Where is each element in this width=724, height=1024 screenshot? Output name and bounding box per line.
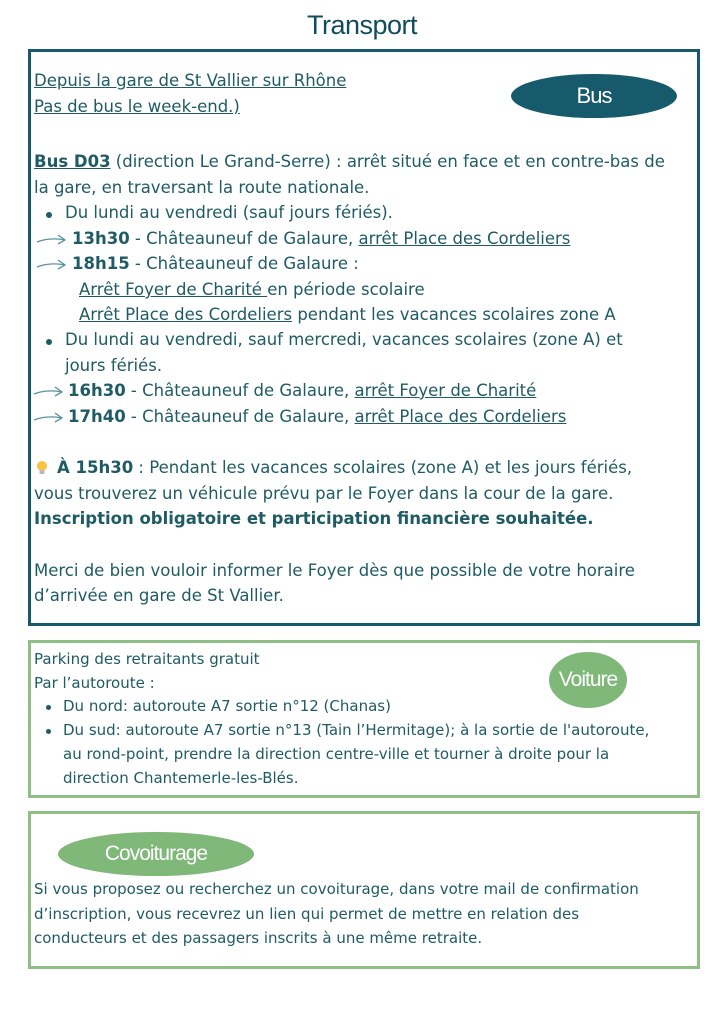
time-16h30: 16h30 [68,381,126,400]
special-text: : Pendant les vacances scolaires (zone A) et les jours fériés, [133,458,633,477]
bus-heading-line1: Depuis la gare de St Vallier sur Rhône [34,71,347,90]
covoiturage-line1: Si vous proposez ou recherchez un covoiturage, dans votre mail de confirmation [34,880,639,898]
bus-bullet2-line1: Du lundi au vendredi, sauf mercredi, vacances scolaires (zone A) et [65,330,623,349]
schedule-13h30 [72,229,570,248]
bus-heading-line2: Pas de bus le week-end.) [34,97,240,116]
schedule-text: - Châteauneuf de Galaure, [125,381,355,400]
schedule-18h15-sub1 [79,280,425,299]
schedule-18h15-sub2 [79,305,616,324]
stop-link-foyer[interactable]: Arrêt Foyer de Charité [79,280,268,299]
voiture-line1: Parking des retraitants gratuit [34,650,260,668]
stop-link-cordeliers[interactable]: Arrêt Place des Cordeliers [79,305,293,324]
bus-badge: Bus [511,74,677,118]
page-title: Transport [306,10,418,40]
bus-bullet2-line2: jours fériés. [65,356,163,375]
schedule-17h40 [68,407,566,426]
notice-line2: d’arrivée en gare de St Vallier. [34,586,284,605]
schedule-text: - Châteauneuf de Galaure : [129,254,359,273]
schedule-text: en période scolaire [267,280,425,299]
bullet-icon [46,339,52,345]
lightbulb-icon [36,460,48,476]
schedule-16h30 [68,381,536,400]
schedule-text: - Châteauneuf de Galaure, [129,229,359,248]
schedule-text: - Châteauneuf de Galaure, [125,407,355,426]
arrow-icon [36,259,66,271]
bullet-icon [46,212,52,218]
covoiturage-badge: Covoiturage [58,832,254,876]
voiture-bullet2-line1: Du sud: autoroute A7 sortie n°13 (Tain l’Hermitage); à la sortie de l'autoroute, [63,721,650,739]
bus-bullet1: Du lundi au vendredi (sauf jours fériés). [65,203,393,222]
bus-line-desc-text: (direction Le Grand-Serre) : arrêt situé en face et en contre-bas de [110,152,665,171]
stop-link-cordeliers[interactable]: arrêt Place des Cordeliers [354,407,567,426]
covoiturage-line2: d’inscription, vous recevrez un lien qui permet de mettre en relation des [34,905,580,923]
time-13h30: 13h30 [72,229,130,248]
stop-link-cordeliers[interactable]: arrêt Place des Cordeliers [358,229,571,248]
time-18h15: 18h15 [72,254,130,273]
stop-link-foyer[interactable]: arrêt Foyer de Charité [354,381,537,400]
schedule-18h15 [72,254,359,273]
arrow-icon [33,412,63,424]
special-note-line1 [57,458,632,477]
bus-line-desc2: la gare, en traversant la route nationale. [34,178,370,197]
bus-line-name: Bus D03 [34,152,111,171]
bullet-icon [46,705,51,710]
bus-line-desc [34,152,665,171]
voiture-line2: Par l’autoroute : [34,674,155,692]
covoiturage-line3: conducteurs et des passagers inscrits à une même retraite. [34,929,483,947]
time-15h30: À 15h30 [57,458,134,477]
bullet-icon [46,729,51,734]
arrow-icon [33,386,63,398]
time-17h40: 17h40 [68,407,126,426]
voiture-bullet1: Du nord: autoroute A7 sortie n°12 (Chanas) [63,697,391,715]
voiture-bullet2-line3: direction Chantemerle-les-Blés. [63,769,299,787]
voiture-bullet2-line2: au rond-point, prendre la direction centre-ville et tourner à droite pour la [63,745,610,763]
voiture-badge: Voiture [549,652,627,708]
schedule-text: pendant les vacances scolaires zone A [292,305,616,324]
notice-line1: Merci de bien vouloir informer le Foyer dès que possible de votre horaire [34,561,635,580]
arrow-icon [36,234,66,246]
special-note-line2: vous trouverez un véhicule prévu par le Foyer dans la cour de la gare. [34,484,614,503]
special-note-bold: Inscription obligatoire et participation financière souhaitée. [34,509,594,528]
